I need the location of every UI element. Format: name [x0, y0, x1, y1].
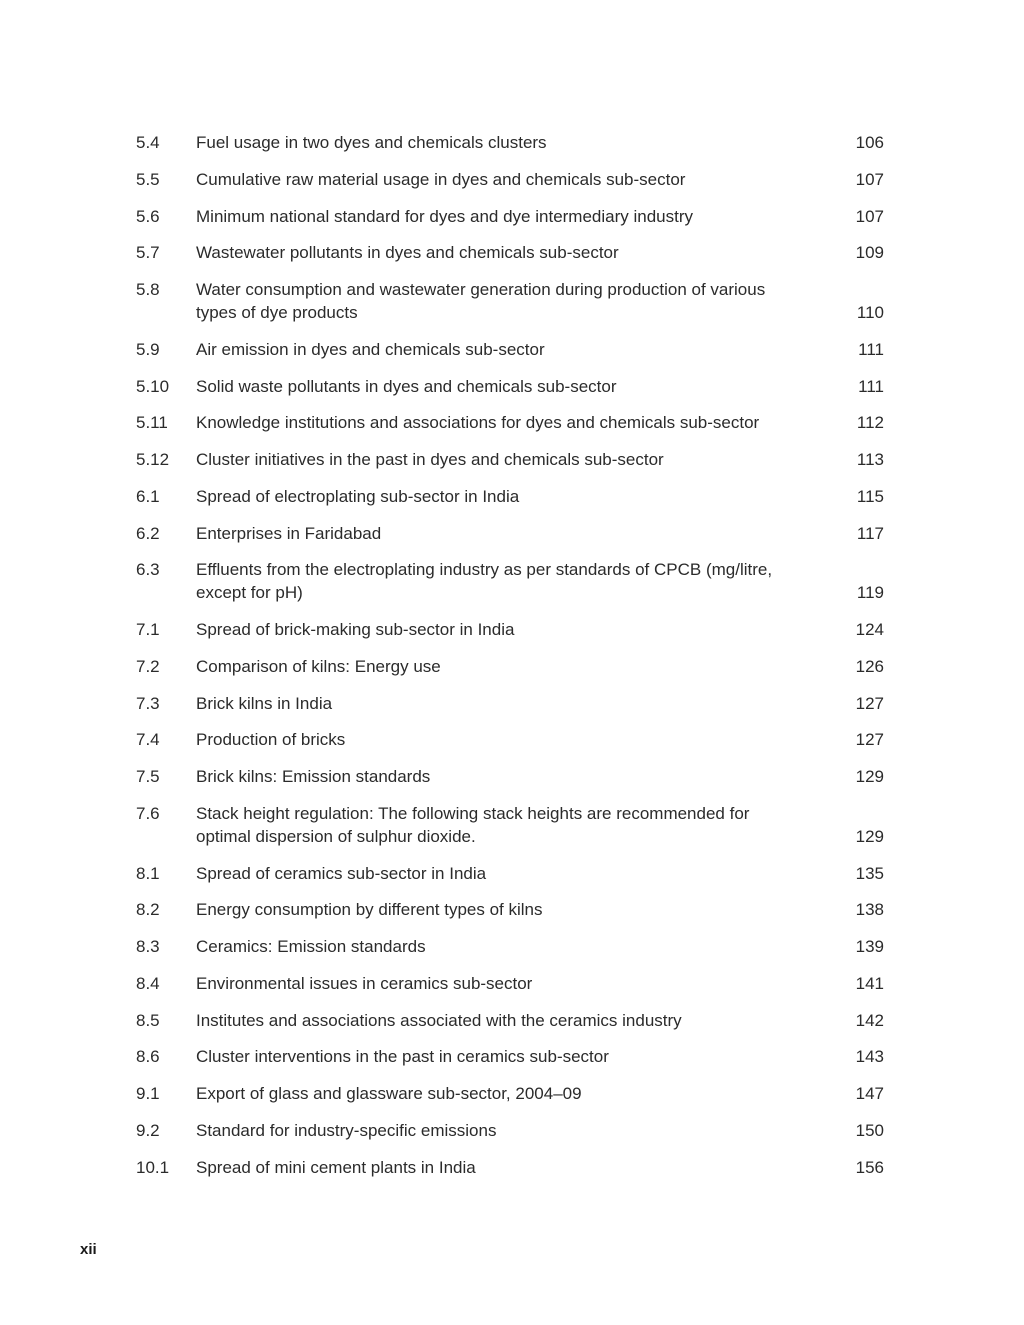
toc-entry [136, 765, 884, 788]
toc-entry [136, 205, 884, 228]
entry-page: 127 [855, 693, 884, 713]
entry-title: Wastewater pollutants in dyes and chemicals sub-sector [196, 243, 619, 263]
table-of-contents-list [136, 131, 884, 1192]
entry-title: Energy consumption by different types of kilns [196, 900, 543, 920]
entry-number: 7.5 [136, 767, 160, 786]
entry-title: Effluents from the electroplating industry as per standards of CPCB (mg/litre, except for pH) [196, 560, 773, 603]
entry-number: 5.12 [136, 450, 170, 469]
toc-entry [136, 485, 884, 508]
entry-page: 139 [855, 937, 884, 956]
toc-entry [136, 131, 884, 154]
entry-number: 5.11 [136, 413, 168, 433]
entry-title: Cluster interventions in the past in ceramics sub-sector [196, 1047, 609, 1067]
entry-title: Cluster initiatives in the past in dyes and chemicals sub-sector [196, 450, 664, 469]
entry-number: 7.6 [136, 803, 160, 823]
entry-page: 150 [855, 1120, 884, 1140]
entry-number: 8.2 [136, 900, 160, 920]
entry-number: 5.8 [136, 280, 160, 299]
entry-title: Production of bricks [196, 730, 346, 750]
entry-title: Solid waste pollutants in dyes and chemicals sub-sector [196, 376, 617, 396]
page-number: xii [80, 1241, 97, 1258]
toc-entry [136, 802, 884, 848]
entry-number: 9.1 [136, 1084, 160, 1103]
entry-number: 5.7 [136, 243, 160, 263]
entry-title: Institutes and associations associated with the ceramics industry [196, 1010, 682, 1030]
entry-title: Standard for industry-specific emissions [196, 1120, 497, 1140]
entry-number: 7.2 [136, 656, 160, 676]
entry-page: 117 [856, 523, 884, 543]
entry-number: 7.4 [136, 730, 160, 750]
entry-title: Brick kilns: Emission standards [196, 767, 431, 786]
entry-title: Comparison of kilns: Energy use [196, 656, 441, 676]
toc-entry [136, 241, 884, 264]
entry-number: 7.3 [136, 693, 160, 713]
toc-entry [136, 935, 884, 958]
entry-page: 143 [855, 1047, 884, 1067]
entry-title: Spread of mini cement plants in India [196, 1157, 476, 1177]
entry-number: 7.1 [136, 620, 160, 639]
toc-entry [136, 1009, 884, 1032]
entry-page: 107 [855, 169, 884, 189]
entry-number: 8.5 [136, 1010, 160, 1030]
entry-page: 110 [856, 303, 884, 322]
toc-entry [136, 972, 884, 995]
entry-page: 119 [856, 583, 884, 603]
entry-number: 8.6 [136, 1047, 160, 1067]
entry-page: 107 [855, 206, 884, 226]
entry-page: 106 [855, 133, 884, 152]
toc-entry [136, 1082, 884, 1105]
entry-number: 8.3 [136, 937, 160, 956]
entry-page: 138 [855, 900, 884, 920]
entry-title: Minimum national standard for dyes and dye intermediary industry [196, 206, 694, 226]
entry-page: 113 [856, 450, 884, 469]
toc-entry [136, 1119, 884, 1142]
entry-page: 135 [855, 863, 884, 883]
entry-number: 5.5 [136, 169, 160, 189]
entry-number: 5.10 [136, 376, 170, 396]
entry-page: 112 [856, 413, 884, 433]
entry-page: 126 [855, 656, 884, 676]
entry-page: 147 [855, 1084, 884, 1103]
entry-number: 5.6 [136, 206, 160, 226]
entry-page: 129 [855, 767, 884, 786]
entry-page: 115 [856, 486, 884, 506]
entry-title: Air emission in dyes and chemicals sub-sector [196, 339, 545, 359]
entry-number: 8.1 [136, 863, 160, 883]
entry-title: Water consumption and wastewater generation during production of various types of dye products [196, 280, 766, 322]
entry-page: 109 [855, 243, 884, 263]
toc-entry [136, 862, 884, 885]
entry-title: Stack height regulation: The following stack heights are recommended for optimal dispersion of sulphur dioxide. [196, 803, 750, 846]
toc-entry [136, 411, 884, 434]
toc-entry [136, 728, 884, 751]
toc-entry [136, 1156, 884, 1179]
entry-title: Spread of electroplating sub-sector in India [196, 486, 520, 506]
entry-number: 6.1 [136, 486, 160, 506]
entry-number: 9.2 [136, 1120, 160, 1140]
entry-page: 111 [858, 376, 884, 396]
entry-title: Cumulative raw material usage in dyes and chemicals sub-sector [196, 169, 686, 189]
entry-title: Spread of ceramics sub-sector in India [196, 863, 487, 883]
entry-page: 142 [855, 1010, 884, 1030]
entry-page: 141 [855, 973, 884, 993]
toc-entry [136, 1045, 884, 1068]
entry-title: Enterprises in Faridabad [196, 523, 382, 543]
entry-title: Ceramics: Emission standards [196, 937, 426, 956]
toc-entry [136, 522, 884, 545]
entry-page: 129 [855, 826, 884, 846]
toc-entry [136, 278, 884, 324]
toc-entry [136, 898, 884, 921]
entry-title: Export of glass and glassware sub-sector, 2004–09 [196, 1084, 582, 1103]
toc-entry [136, 558, 884, 604]
toc-entry [136, 692, 884, 715]
entry-page: 127 [855, 730, 884, 750]
entry-number: 8.4 [136, 973, 160, 993]
entry-title: Fuel usage in two dyes and chemicals clusters [196, 133, 547, 152]
toc-entry [136, 618, 884, 641]
entry-page: 124 [855, 620, 884, 639]
entry-number: 10.1 [136, 1157, 170, 1177]
toc-entry [136, 375, 884, 398]
entry-number: 6.3 [136, 560, 160, 580]
toc-entry [136, 338, 884, 361]
entry-number: 5.9 [136, 339, 160, 359]
entry-page: 111 [858, 339, 884, 359]
toc-entry [136, 655, 884, 678]
toc-entry [136, 168, 884, 191]
entry-title: Spread of brick-making sub-sector in India [196, 620, 515, 639]
toc-entry [136, 448, 884, 471]
entry-number: 6.2 [136, 523, 160, 543]
entry-number: 5.4 [136, 133, 160, 152]
entry-page: 156 [855, 1157, 884, 1177]
entry-title: Environmental issues in ceramics sub-sector [196, 973, 533, 993]
entry-title: Knowledge institutions and associations for dyes and chemicals sub-sector [196, 413, 760, 433]
entry-title: Brick kilns in India [196, 693, 333, 713]
